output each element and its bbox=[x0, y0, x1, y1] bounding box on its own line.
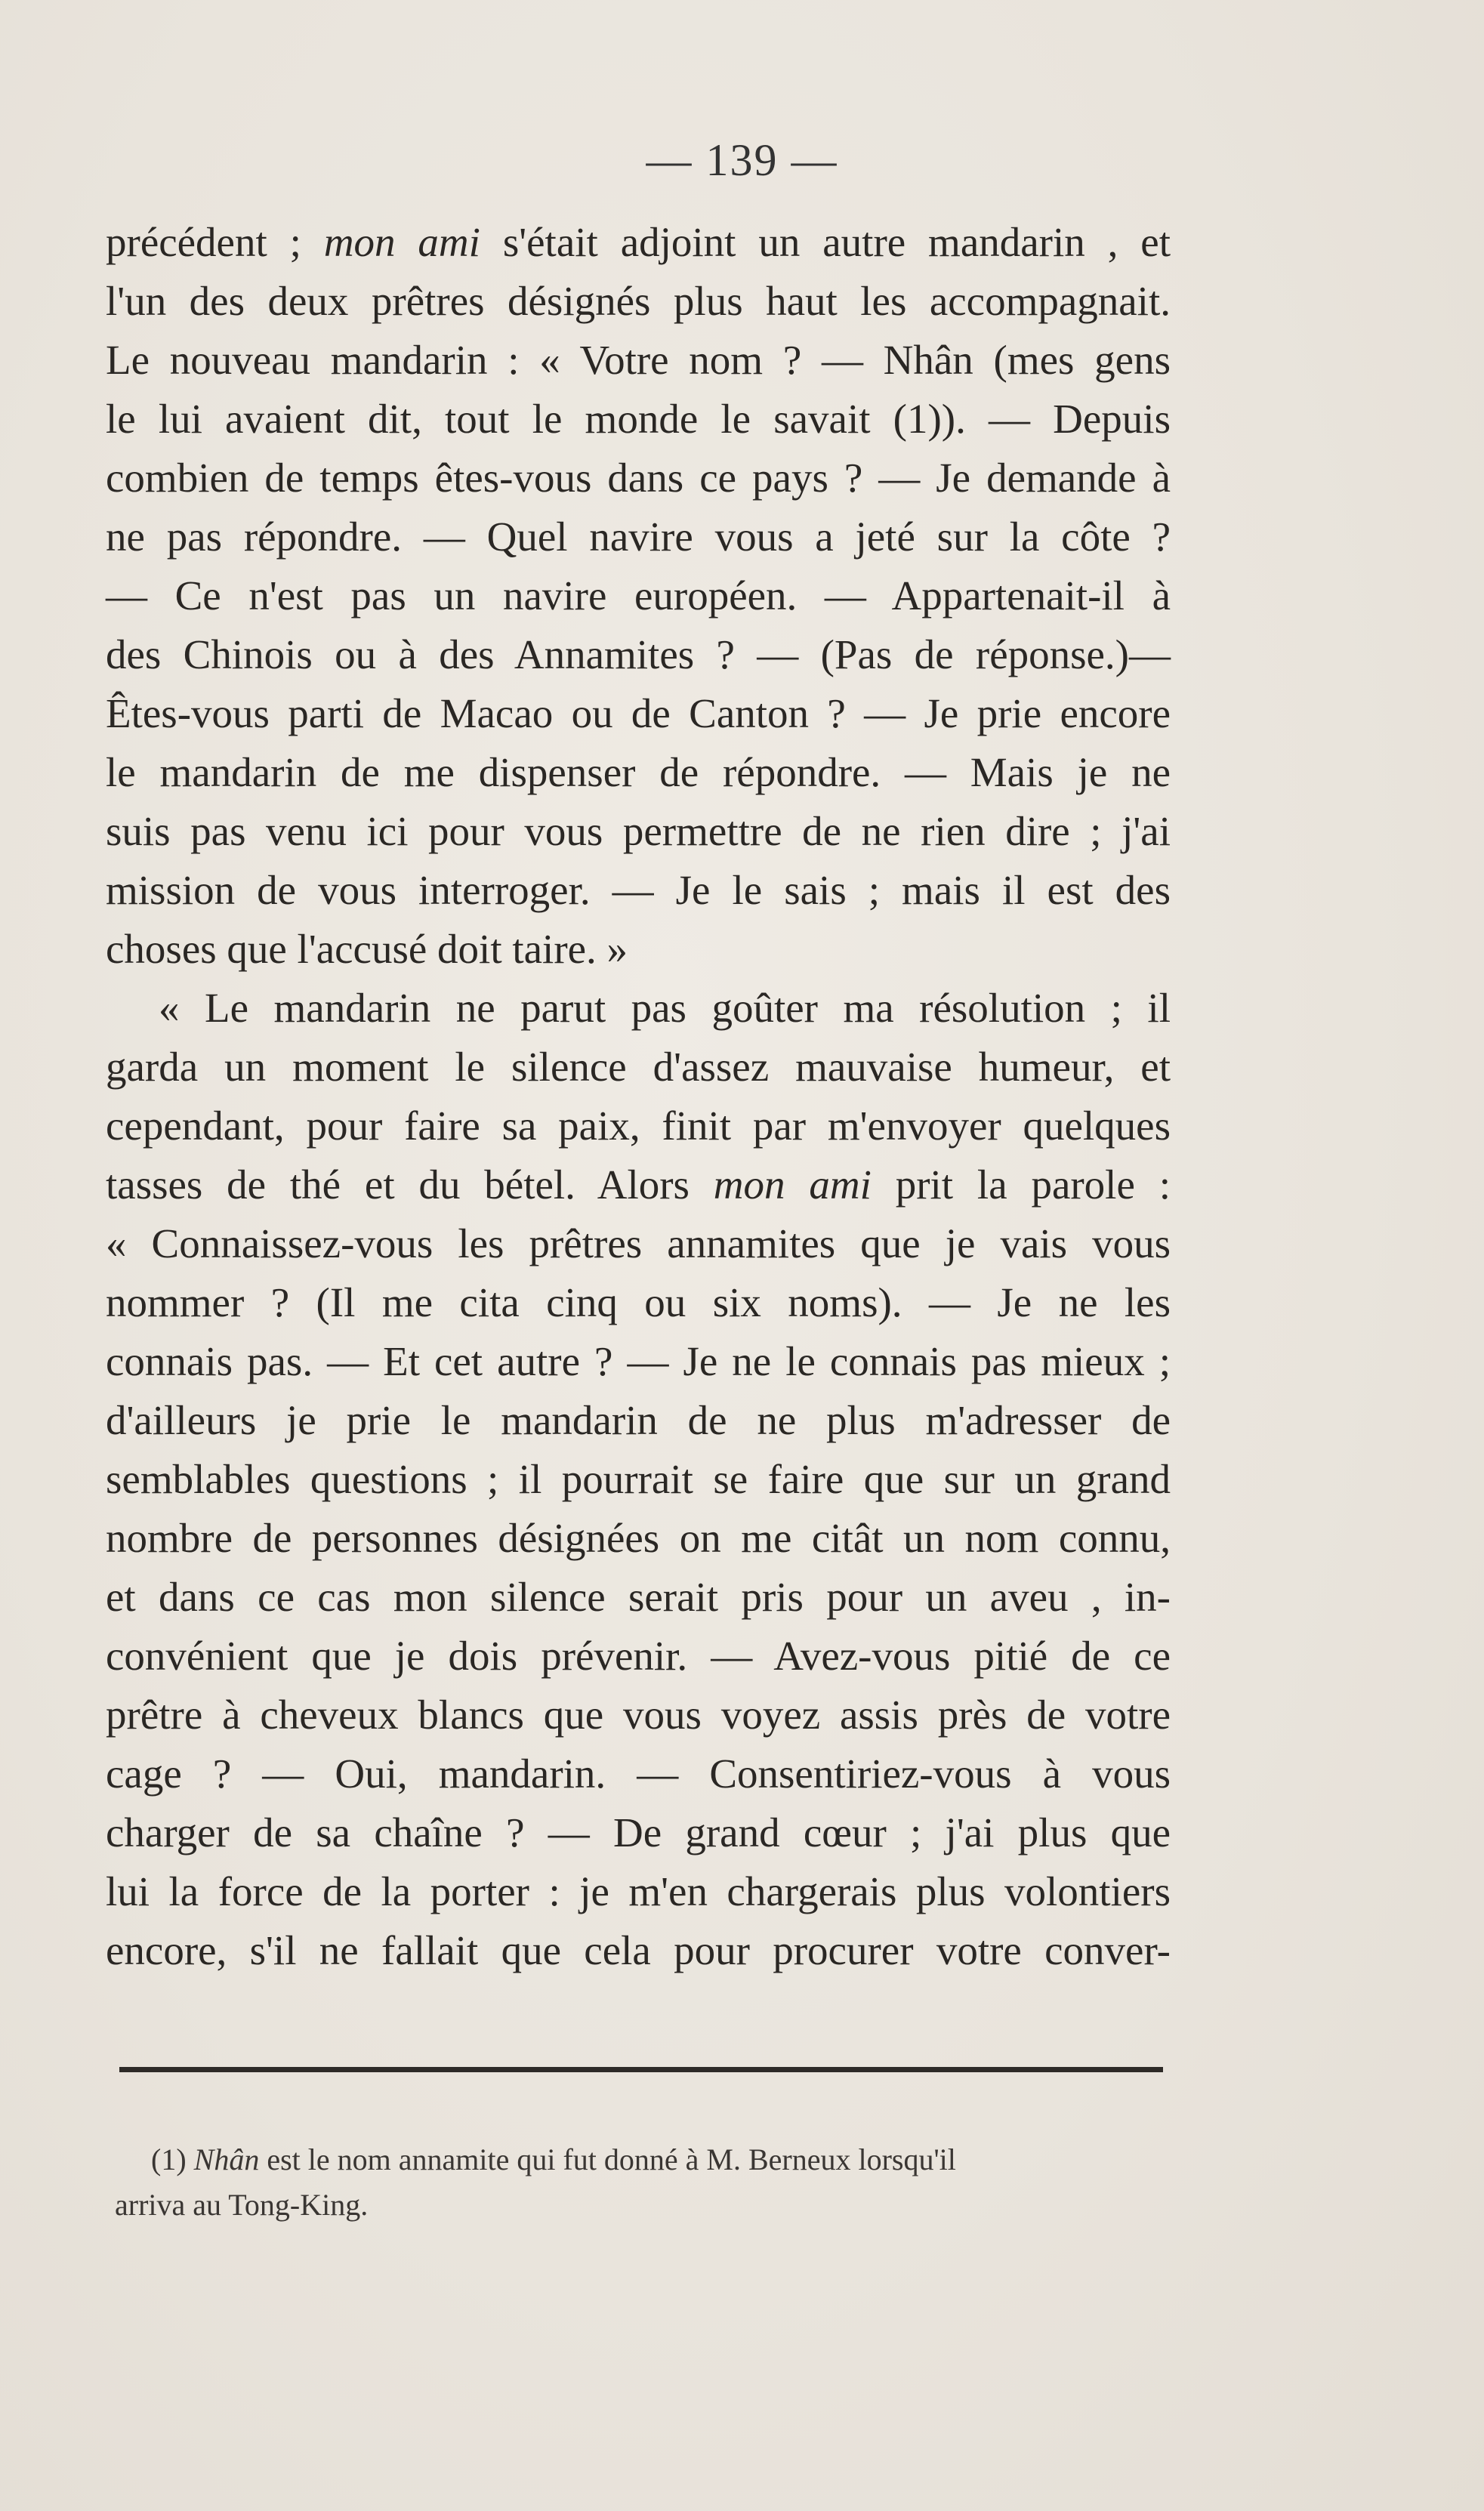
footnote-rule bbox=[119, 2067, 1163, 2072]
text-line bbox=[106, 1921, 1171, 1980]
text-segment: encore, s'il ne fallait que cela pour procurer votre conver- bbox=[106, 1927, 1171, 1973]
text-line bbox=[106, 684, 1171, 743]
text-segment: connais pas. — Et cet autre ? — Je ne le connais pas mieux ; bbox=[106, 1338, 1171, 1384]
text-line bbox=[106, 1803, 1171, 1862]
footnote-text: est le nom annamite qui fut donné à M. Berneux lorsqu'il bbox=[259, 2142, 956, 2176]
italic-text: mon ami bbox=[323, 219, 480, 265]
text-segment: des Chinois ou à des Annamites ? — (Pas de réponse.)— bbox=[106, 631, 1171, 677]
text-line bbox=[106, 625, 1171, 684]
text-segment: mission de vous interroger. — Je le sais ; mais il est des bbox=[106, 867, 1171, 913]
text-segment: nombre de personnes désignées on me citât un nom connu, bbox=[106, 1515, 1171, 1561]
text-line bbox=[106, 1097, 1171, 1155]
text-segment: semblables questions ; il pourrait se faire que sur un grand bbox=[106, 1456, 1171, 1502]
text-line bbox=[106, 1862, 1171, 1921]
text-segment: le mandarin de me dispenser de répondre. — Mais je ne bbox=[106, 749, 1171, 795]
text-segment: combien de temps êtes-vous dans ce pays ? — Je demande à bbox=[106, 455, 1171, 501]
text-segment: choses que l'accusé doit taire. » bbox=[106, 926, 628, 972]
text-line bbox=[106, 213, 1171, 272]
footnote-line: arriva au Tong-King. bbox=[115, 2188, 369, 2222]
text-segment: prêtre à cheveux blancs que vous voyez assis près de votre bbox=[106, 1692, 1171, 1738]
text-line bbox=[106, 1744, 1171, 1803]
text-line bbox=[106, 1509, 1171, 1568]
footnote-marker: (1) bbox=[151, 2142, 194, 2176]
text-line bbox=[106, 1038, 1171, 1097]
text-segment: d'ailleurs je prie le mandarin de ne plus m'adresser de bbox=[106, 1397, 1171, 1443]
text-segment: tasses de thé et du bétel. Alors bbox=[106, 1161, 714, 1208]
page-number: — 139 — bbox=[646, 135, 838, 185]
text-segment: lui la force de la porter : je m'en chargerais plus volontiers bbox=[106, 1868, 1171, 1914]
text-segment: l'un des deux prêtres désignés plus haut les accompagnait. bbox=[106, 278, 1171, 324]
text-line bbox=[106, 979, 1171, 1038]
text-segment: convénient que je dois prévenir. — Avez-vous pitié de ce bbox=[106, 1633, 1171, 1679]
text-line bbox=[106, 272, 1171, 331]
text-line bbox=[106, 1332, 1171, 1391]
text-segment: et dans ce cas mon silence serait pris pour un aveu , in- bbox=[106, 1574, 1171, 1620]
text-segment: le lui avaient dit, tout le monde le savait (1)). — Depuis bbox=[106, 396, 1171, 442]
text-line bbox=[106, 920, 1171, 979]
text-line bbox=[106, 802, 1171, 861]
body-text bbox=[106, 213, 1171, 1980]
text-line bbox=[106, 331, 1171, 390]
text-line bbox=[106, 743, 1171, 802]
text-line bbox=[106, 1214, 1171, 1273]
text-segment: Êtes-vous parti de Macao ou de Canton ? — Je prie encore bbox=[106, 690, 1171, 736]
text-segment: garda un moment le silence d'assez mauvaise humeur, et bbox=[106, 1044, 1171, 1090]
footnote-italic-term: Nhân bbox=[193, 2142, 260, 2176]
text-line bbox=[106, 449, 1171, 507]
text-line bbox=[106, 861, 1171, 920]
text-line bbox=[106, 1273, 1171, 1332]
text-segment: cage ? — Oui, mandarin. — Consentiriez-vous à vous bbox=[106, 1751, 1171, 1797]
text-line bbox=[106, 1627, 1171, 1686]
text-segment: charger de sa chaîne ? — De grand cœur ; j'ai plus que bbox=[106, 1809, 1171, 1855]
text-line bbox=[106, 1450, 1171, 1509]
text-segment: — Ce n'est pas un navire européen. — Appartenait-il à bbox=[106, 572, 1171, 618]
italic-text: mon ami bbox=[713, 1161, 872, 1208]
text-segment: précédent ; bbox=[106, 219, 324, 265]
text-segment: cependant, pour faire sa paix, finit par m'envoyer quelques bbox=[106, 1103, 1171, 1149]
text-line bbox=[106, 1568, 1171, 1627]
text-line bbox=[106, 566, 1171, 625]
text-segment: « Connaissez-vous les prêtres annamites que je vais vous bbox=[106, 1220, 1171, 1266]
text-segment: suis pas venu ici pour vous permettre de ne rien dire ; j'ai bbox=[106, 808, 1171, 854]
text-line bbox=[106, 1686, 1171, 1744]
text-line bbox=[106, 1155, 1171, 1214]
text-segment: prit la parole : bbox=[871, 1161, 1171, 1208]
text-segment: ne pas répondre. — Quel navire vous a jeté sur la côte ? bbox=[106, 514, 1171, 560]
footnote bbox=[115, 2137, 1217, 2228]
footnote-line bbox=[151, 2137, 1217, 2182]
text-segment: Le nouveau mandarin : « Votre nom ? — Nhân (mes gens bbox=[106, 337, 1171, 383]
text-line bbox=[106, 1391, 1171, 1450]
text-segment: s'était adjoint un autre mandarin , et bbox=[480, 219, 1171, 265]
text-line bbox=[106, 507, 1171, 566]
text-segment: nommer ? (Il me cita cinq ou six noms). — Je ne les bbox=[106, 1279, 1171, 1325]
text-line bbox=[106, 390, 1171, 449]
text-segment: « Le mandarin ne parut pas goûter ma résolution ; il bbox=[159, 985, 1171, 1031]
